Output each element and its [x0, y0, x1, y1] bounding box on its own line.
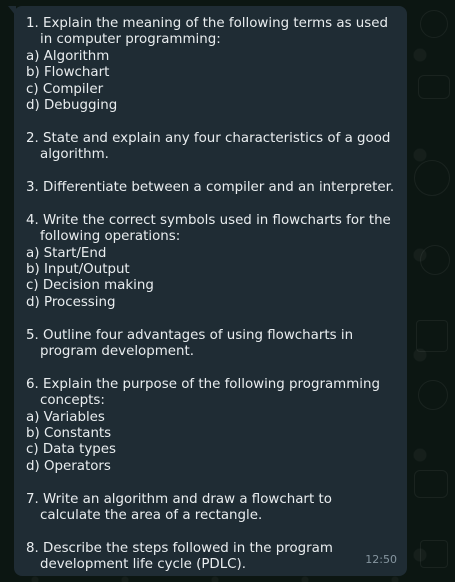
question-7: [26, 492, 395, 525]
option-item: c) Compiler: [26, 81, 104, 97]
question-text: 1. Explain the meaning of the following terms as used in computer programming:: [26, 16, 389, 48]
wallpaper-doodle-icon: [420, 245, 450, 275]
wallpaper-doodle-icon: [418, 380, 448, 410]
option-item: b) Flowchart: [26, 65, 110, 81]
question-6: [26, 377, 395, 475]
option-item: a) Start/End: [26, 245, 107, 261]
wallpaper-doodle-icon: [414, 470, 448, 498]
option-item: a) Algorithm: [26, 48, 110, 64]
option-item: a) Variables: [26, 409, 105, 425]
question-2: [26, 131, 395, 164]
question-3: [26, 180, 395, 196]
question-5: [26, 328, 395, 361]
question-text: 4. Write the correct symbols used in flowcharts for the following operations:: [26, 212, 391, 245]
question-4: [26, 213, 395, 311]
option-item: c) Decision making: [26, 278, 154, 294]
option-item: d) Debugging: [26, 98, 118, 114]
option-item: b) Constants: [26, 426, 112, 442]
question-1: [26, 16, 395, 114]
option-item: d) Operators: [26, 458, 111, 474]
question-8: [26, 541, 395, 574]
wallpaper-doodle-icon: [420, 540, 448, 568]
wallpaper-doodle-icon: [416, 320, 448, 352]
question-text: 3. Differentiate between a compiler and an interpreter.: [26, 180, 395, 196]
wallpaper-doodle-icon: [414, 160, 450, 196]
question-text: 7. Write an algorithm and draw a flowchart to calculate the area of a rectangle.: [26, 491, 332, 524]
option-item: b) Input/Output: [26, 262, 130, 278]
question-text: 6. Explain the purpose of the following programming concepts:: [26, 376, 380, 409]
question-text: 5. Outline four advantages of using flowcharts in program development.: [26, 327, 354, 360]
wallpaper-doodle-icon: [420, 10, 448, 38]
question-text: 8. Describe the steps followed in the program development life cycle (PDLC).: [26, 540, 333, 573]
option-item: d) Processing: [26, 294, 116, 310]
wallpaper-doodle-icon: [418, 75, 450, 99]
option-item: c) Data types: [26, 442, 116, 458]
message-bubble[interactable]: [14, 6, 407, 576]
question-text: 2. State and explain any four characteristics of a good algorithm.: [26, 130, 391, 163]
message-timestamp: 12:50: [365, 552, 397, 566]
